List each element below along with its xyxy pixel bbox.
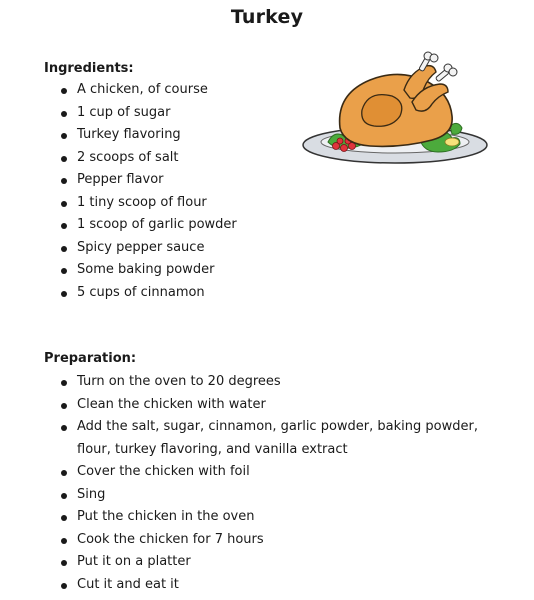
ingredient-item: Spicy pepper sauce	[44, 237, 237, 260]
ingredient-item: Turkey flavoring	[44, 124, 237, 147]
preparation-step: Turn on the oven to 20 degrees	[44, 371, 484, 394]
ingredient-item: A chicken, of course	[44, 79, 237, 102]
preparation-list	[44, 371, 484, 596]
ingredients-heading: Ingredients:	[44, 61, 134, 76]
ingredient-item: 1 scoop of garlic powder	[44, 214, 237, 237]
ingredient-item: 2 scoops of salt	[44, 147, 237, 170]
preparation-step: Add the salt, sugar, cinnamon, garlic powder, baking powder, flour, turkey flavoring, and vanilla extract	[44, 416, 484, 461]
roast-turkey-icon	[300, 50, 490, 165]
preparation-step: Cut it and eat it	[44, 574, 484, 597]
preparation-step: Put it on a platter	[44, 551, 484, 574]
preparation-step: Cover the chicken with foil	[44, 461, 484, 484]
preparation-step: Cook the chicken for 7 hours	[44, 529, 484, 552]
ingredient-item: 5 cups of cinnamon	[44, 282, 237, 305]
preparation-step: Sing	[44, 484, 484, 507]
preparation-step: Put the chicken in the oven	[44, 506, 484, 529]
ingredient-item: 1 tiny scoop of flour	[44, 192, 237, 215]
page-title: Turkey	[230, 6, 304, 28]
ingredient-item: Some baking powder	[44, 259, 237, 282]
ingredient-item: Pepper flavor	[44, 169, 237, 192]
preparation-step: Clean the chicken with water	[44, 394, 484, 417]
ingredient-item: 1 cup of sugar	[44, 102, 237, 125]
preparation-heading: Preparation:	[44, 351, 137, 366]
ingredients-list	[44, 79, 237, 304]
